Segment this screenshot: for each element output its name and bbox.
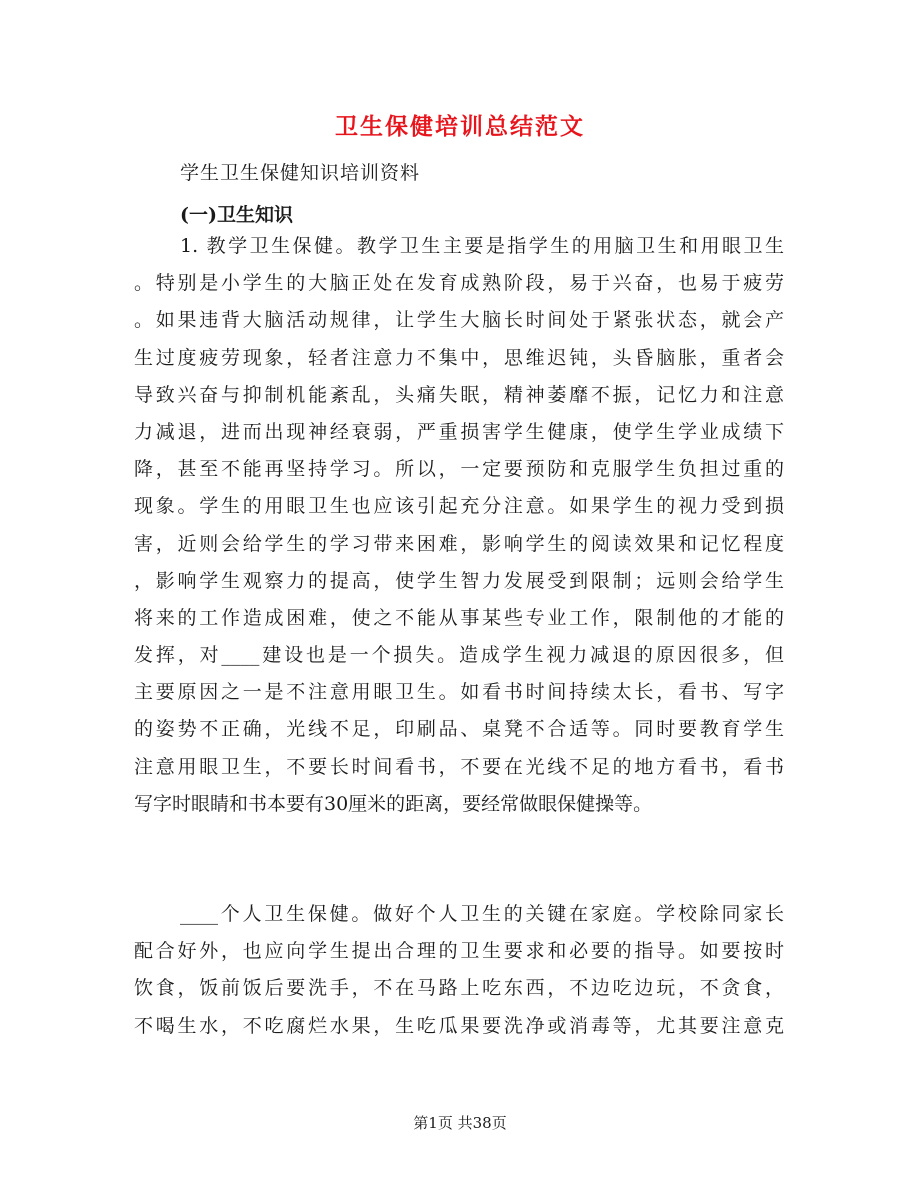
paragraph-line: 导致兴奋与抑制机能紊乱，头痛失眠，精神萎靡不振，记忆力和注意: [134, 383, 784, 406]
paragraph-line: 不喝生水，不吃腐烂水果，生吃瓜果要洗净或消毒等，尤其要注意克: [134, 1014, 784, 1037]
paragraph-line: ____个人卫生保健。做好个人卫生的关键在家庭。学校除同家长: [180, 903, 784, 925]
paragraph-personal-hygiene: [134, 896, 784, 1045]
section-heading: (一)卫生知识: [180, 204, 293, 226]
paragraph-line: 力减退，进而出现神经衰弱，严重损害学生健康，使学生学业成绩下: [134, 420, 784, 443]
paragraph-teaching-hygiene: [134, 228, 784, 823]
document-subtitle: 学生卫生保健知识培训资料: [180, 162, 421, 184]
paragraph-line: 发挥，对____建设也是一个损失。造成学生视力减退的原因很多，但: [134, 644, 784, 667]
paragraph-line: 生过度疲劳现象，轻者注意力不集中，思维迟钝，头昏脑胀，重者会: [134, 346, 784, 369]
document-title: 卫生保健培训总结范文: [335, 113, 585, 140]
paragraph-line: 主要原因之一是不注意用眼卫生。如看书时间持续太长，看书、写字: [134, 681, 784, 704]
paragraph-line: 降，甚至不能再坚持学习。所以，一定要预防和克服学生负担过重的: [134, 458, 784, 481]
paragraph-line: 。特别是小学生的大脑正处在发育成熟阶段，易于兴奋，也易于疲劳: [134, 272, 784, 295]
paragraph-line: 写字时眼睛和书本要有30厘米的距离，要经常做眼保健操等。: [134, 792, 653, 815]
paragraph-line: 现象。学生的用眼卫生也应该引起充分注意。如果学生的视力受到损: [134, 495, 784, 518]
paragraph-line: 将来的工作造成困难，使之不能从事某些专业工作，限制他的才能的: [134, 606, 784, 629]
paragraph-line: 1. 教学卫生保健。教学卫生主要是指学生的用脑卫生和用眼卫生: [180, 235, 784, 257]
paragraph-line: ，影响学生观察力的提高，使学生智力发展受到限制；远则会给学生: [134, 569, 784, 592]
paragraph-line: 饮食，饭前饭后要洗手，不在马路上吃东西，不边吃边玩，不贪食，: [134, 977, 784, 1000]
paragraph-line: 注意用眼卫生，不要长时间看书，不要在光线不足的地方看书，看书: [134, 755, 784, 778]
paragraph-line: 配合好外，也应向学生提出合理的卫生要求和必要的指导。如要按时: [134, 940, 784, 963]
paragraph-line: 。如果违背大脑活动规律，让学生大脑长时间处于紧张状态，就会产: [134, 309, 784, 332]
paragraph-line: 害，近则会给学生的学习带来困难，影响学生的阅读效果和记忆程度: [134, 532, 784, 555]
paragraph-line: 的姿势不正确，光线不足，印刷品、桌凳不合适等。同时要教育学生: [134, 718, 784, 741]
page-footer: 第1页 共38页: [413, 1114, 507, 1132]
